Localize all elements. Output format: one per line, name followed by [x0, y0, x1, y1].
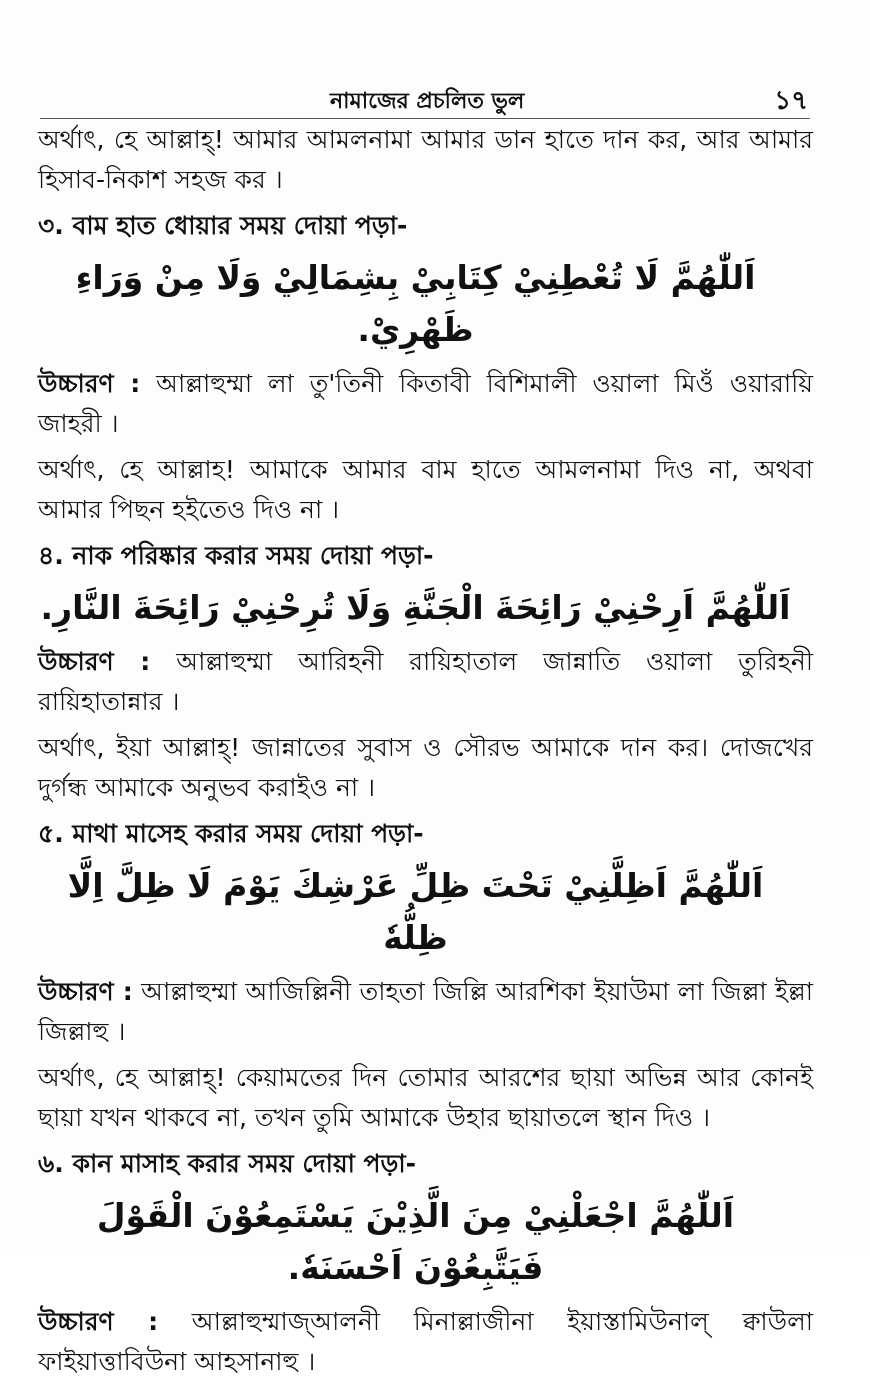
pronunciation-paragraph-5: [38, 972, 813, 1052]
pronunciation-paragraph-4: [38, 642, 813, 722]
pronunciation-text: আল্লাহুম্মা আরিহনী রায়িহাতাল জান্নাতি ওয়ালা তুরিহনী রায়িহাতান্নার ।: [38, 647, 814, 716]
section-heading-6: ৬. কান মাসাহ করার সময় দোয়া পড়া-: [38, 1149, 416, 1178]
meaning-paragraph-3: অর্থাৎ, হে আল্লাহ! আমাকে আমার বাম হাতে আমলনামা দিও না, অথবা আমার পিছন হইতেও দিও না ।: [38, 455, 813, 524]
section-heading-5: ৫. মাথা মাসেহ করার সময় দোয়া পড়া-: [38, 819, 424, 848]
section-heading-4: ৪. নাক পরিষ্কার করার সময় দোয়া পড়া-: [38, 541, 434, 570]
page-number: ১৭: [774, 86, 808, 116]
pronunciation-text: আল্লাহুম্মাজ্আলনী মিনাল্লাজীনা ইয়াস্তামিউনাল্ ক্বাউলা ফাইয়াত্তাবিউনা আহসানাহু ।: [38, 1307, 814, 1376]
section-heading-3: ৩. বাম হাত ধোয়ার সময় দোয়া পড়া-: [38, 211, 408, 240]
pronunciation-text: আল্লাহুম্মা আজিল্লিনী তাহতা জিল্লি আরশিকা ইয়াউমা লা জিল্লা ইল্লা জিল্লাহু ।: [38, 977, 814, 1046]
pronunciation-paragraph-6: [38, 1302, 813, 1382]
arabic-dua-3: اَللّٰهُمَّ لَا تُعْطِنِيْ كِتَابِيْ بِشِمَالِيْ وَلَا مِنْ وَرَاءِ ظَهْرِيْ.: [75, 258, 756, 349]
pronunciation-label: উচ্চারণ :: [38, 1307, 159, 1336]
pronunciation-label: উচ্চারণ :: [38, 369, 141, 398]
meaning-paragraph-4: অর্থাৎ, ইয়া আল্লাহ্! জান্নাতের সুবাস ও সৌরভ আমাকে দান কর। দোজখের দুর্গন্ধ আমাকে অনুভব করাইও না ।: [38, 733, 813, 802]
pronunciation-label: উচ্চারণ :: [38, 977, 133, 1006]
pronunciation-label: উচ্চারণ :: [38, 647, 151, 676]
page-header: [0, 84, 870, 120]
header-rule: [40, 118, 810, 119]
meaning-paragraph: অর্থাৎ, হে আল্লাহ্! আমার আমলনামা আমার ডান হাতে দান কর, আর আমার হিসাব-নিকাশ সহজ কর ।: [38, 125, 813, 194]
arabic-dua-5: اَللّٰهُمَّ اَظِلَّنِيْ تَحْتَ ظِلِّ عَرْشِكَ يَوْمَ لَا ظِلَّ اِلَّا ظِلُّهٗ: [67, 866, 764, 957]
pronunciation-text: আল্লাহুম্মা লা তু'তিনী কিতাবী বিশিমালী ওয়ালা মিওঁ ওয়ারায়ি জাহরী ।: [38, 369, 813, 438]
arabic-dua-4: اَللّٰهُمَّ اَرِحْنِيْ رَائِحَةَ الْجَنَّةِ وَلَا تُرِحْنِيْ رَائِحَةَ النَّارِ.: [40, 588, 791, 627]
meaning-paragraph-5: অর্থাৎ, হে আল্লাহ্! কেয়ামতের দিন তোমার আরশের ছায়া অভিন্ন আর কোনই ছায়া যখন থাকবে না, তখন তুমি আমাকে উহার ছায়াতলে স্থান দিও ।: [38, 1063, 813, 1132]
page-content: [38, 120, 813, 1388]
running-title: নামাজের প্রচলিত ভুল: [330, 89, 525, 114]
pronunciation-paragraph-3: [38, 364, 813, 444]
arabic-dua-6: اَللّٰهُمَّ اجْعَلْنِيْ مِنَ الَّذِيْنَ يَسْتَمِعُوْنَ الْقَوْلَ فَيَتَّبِعُوْنَ اَحْسَنَهٗ.: [96, 1196, 735, 1287]
